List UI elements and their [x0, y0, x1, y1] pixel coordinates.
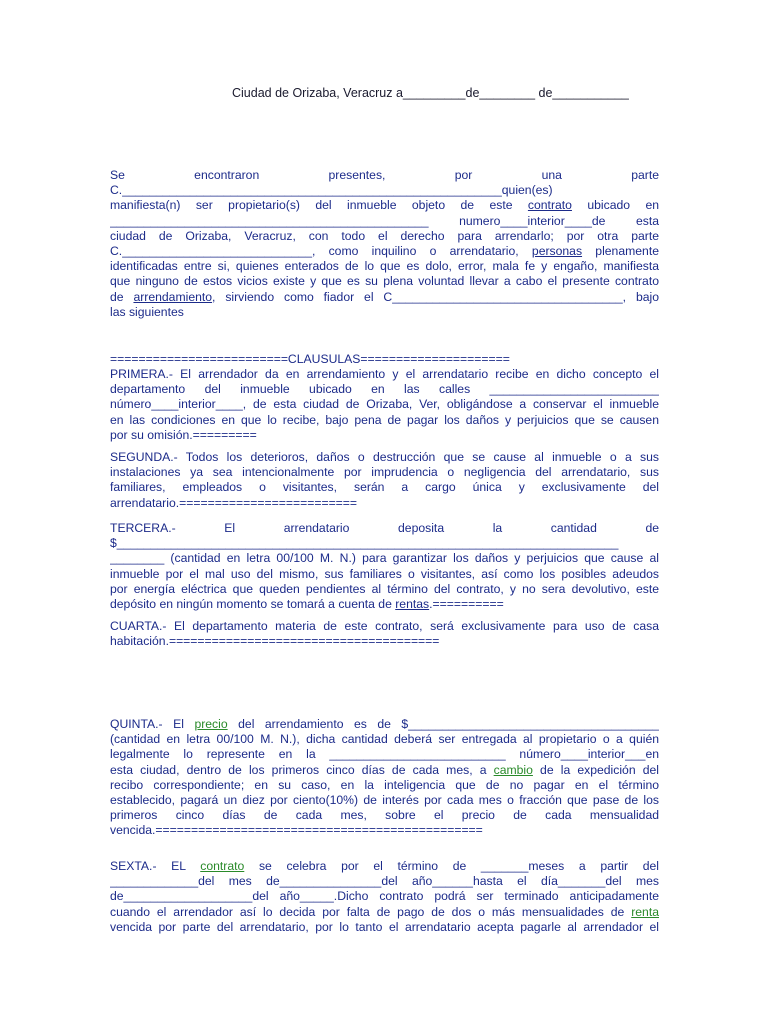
intro-line — [110, 214, 659, 229]
tercera-line — [110, 567, 659, 582]
clause-tercera — [110, 521, 659, 612]
text-run: depósito en ningún momento se tomará a cuenta de — [110, 596, 396, 611]
text-run: vencida.============================================== — [110, 823, 483, 838]
text-run: PRIMERA.- El arrendador da en arrendamiento y el arrendatario recibe en dicho concepto el — [110, 367, 659, 381]
text-run: instalaciones ya sea intencionalmente por imprudencia o negligencia del arrendatario, sus — [110, 465, 659, 480]
place-date-line: Ciudad de Orizaba, Veracruz a_________de________ de___________ — [232, 86, 629, 100]
text-run: habitación.====================================== — [110, 634, 440, 649]
text-run: (cantidad en letra 00/100 M. N.), dicha cantidad deberá ser entregada al propietario o a quién — [110, 732, 659, 747]
text-run: legalmente lo represente en la __________________________ número____interior___en — [110, 747, 659, 762]
clause-cuarta — [110, 619, 659, 649]
quinta-line — [110, 763, 659, 778]
intro-line — [110, 229, 659, 244]
text-run: .========== — [429, 596, 504, 611]
text-run: identificadas entre si, quienes enterados de lo que es dolo, error, mala fe y engaño, manifiesta — [110, 259, 659, 274]
segunda-line — [110, 465, 659, 480]
text-run: $__________________________________________________________________________ — [110, 536, 619, 551]
sexta-line — [110, 905, 659, 920]
quinta-line — [110, 747, 659, 762]
text-run: que ninguno de estos vicios existe y que es su plena voluntad llevar a cabo el presente contrato — [110, 274, 659, 289]
text-run: se celebra por el término de _______meses a partir del — [244, 859, 659, 873]
primera-line — [110, 367, 659, 382]
sexta-line — [110, 874, 659, 889]
primera-line — [110, 397, 659, 412]
quinta-line — [110, 778, 659, 793]
text-run: _____________del mes de_______________del año______hasta el día_______del mes — [110, 874, 659, 889]
text-run: de — [110, 289, 134, 304]
text-run: esta ciudad, dentro de los primeros cinco días de cada mes, a — [110, 762, 494, 777]
text-run: _______________________________________________ numero____interior____de esta — [110, 213, 659, 228]
primera-line — [110, 382, 659, 397]
cuarta-line — [110, 634, 659, 649]
segunda-line — [110, 496, 659, 511]
quinta-line — [110, 808, 659, 823]
text-run: Se encontraron presentes, por una parte — [110, 168, 659, 182]
quinta-line — [110, 732, 659, 747]
text-run: ciudad de Orizaba, Veracruz, con todo el derecho para arrendarlo; por otra parte — [110, 228, 659, 243]
sexta-line — [110, 889, 659, 904]
text-run: QUINTA.- El — [110, 717, 195, 731]
intro-line — [110, 168, 659, 183]
intro-line — [110, 198, 659, 213]
sexta-line — [110, 859, 659, 874]
text-run: inmueble por el mal uso del mismo, sus familiares o visitantes, así como los posibles adeudos — [110, 566, 659, 581]
intro-line — [110, 183, 659, 198]
tercera-line — [110, 536, 659, 551]
intro-paragraph — [110, 168, 659, 320]
text-run: del arrendamiento es de $_____________________________________ — [227, 717, 659, 731]
sexta-line — [110, 920, 659, 935]
text-run: CUARTA.- El departamento materia de este contrato, será exclusivamente para uso de casa — [110, 619, 659, 633]
intro-line — [110, 274, 659, 289]
clause-primera — [110, 367, 659, 443]
intro-line — [110, 305, 659, 320]
tercera-line — [110, 582, 659, 597]
text-run: plenamente — [582, 243, 659, 258]
text-run: C.____________________________, como inquilino o arrendatario, — [110, 243, 532, 258]
segunda-line — [110, 480, 659, 495]
tercera-line — [110, 551, 659, 566]
text-run: vencida por parte del arrendatario, por lo tanto el arrendatario acepta pagarle al arrendador el — [110, 919, 659, 934]
text-run: arrendatario.========================= — [110, 495, 358, 510]
cuarta-line — [110, 619, 659, 634]
intro-line — [110, 290, 659, 305]
clause-sexta — [110, 859, 659, 935]
clausulas-title: =========================CLAUSULAS===================== — [110, 352, 510, 366]
quinta-line — [110, 823, 659, 838]
text-run: SEGUNDA.- Todos los deterioros, daños o destrucción que se cause al inmueble o a sus — [110, 450, 659, 464]
keyword-link[interactable]: precio — [194, 717, 228, 731]
text-run: las siguientes — [110, 304, 184, 319]
text-run: departamento del inmueble ubicado en las calles _________________________ — [110, 382, 659, 397]
quinta-line — [110, 793, 659, 808]
keyword-link[interactable]: renta — [631, 904, 659, 919]
text-run: TERCERA.- El arrendatario deposita la cantidad de — [110, 521, 659, 535]
text-run: de___________________del año_____.Dicho contrato podrá ser terminado anticipadamente — [110, 889, 659, 904]
text-run: familiares, empleados o visitantes, serán a cargo única y exclusivamente del — [110, 480, 659, 495]
tercera-line — [110, 521, 659, 536]
intro-line — [110, 259, 659, 274]
text-run: ubicado en — [571, 198, 659, 213]
text-run: establecido, pagará un diez por ciento(10%) de interés por cada mes o fracción que pase de los — [110, 792, 659, 807]
clause-segunda — [110, 450, 659, 511]
text-run: C.________________________________________________________quien(es) — [110, 183, 553, 198]
text-run: manifiesta(n) ser propietario(s) del inmueble objeto de este — [110, 198, 528, 213]
text-run: SEXTA.- EL — [110, 859, 201, 873]
text-run: cuando el arrendador así lo decida por falta de pago de dos o más mensualidades de — [110, 904, 632, 919]
text-run: primeros cinco días de cada mes, sobre el precio de cada mensualidad — [110, 808, 659, 823]
segunda-line — [110, 450, 659, 465]
keyword-link[interactable]: contrato — [527, 198, 572, 213]
keyword-link[interactable]: personas — [531, 243, 583, 258]
keyword-link[interactable]: arrendamiento — [133, 289, 213, 304]
keyword-link[interactable]: contrato — [200, 859, 245, 873]
primera-line — [110, 428, 659, 443]
primera-line — [110, 413, 659, 428]
quinta-line — [110, 717, 659, 732]
keyword-link[interactable]: rentas — [395, 596, 430, 611]
text-run: en las condiciones en que lo recibe, bajo pena de pagar los daños y perjuicios que se causen — [110, 412, 659, 427]
text-run: de la expedición del — [532, 762, 659, 777]
intro-line — [110, 244, 659, 259]
text-run: recibo correspondiente; en su caso, en la inteligencia que de no pagar en el término — [110, 777, 659, 792]
text-run: número____interior____, de esta ciudad de Orizaba, Ver, obligándose a conservar el inmueble — [110, 397, 659, 412]
text-run: , sirviendo como fiador el C__________________________________, bajo — [212, 289, 659, 304]
text-run: ________ (cantidad en letra 00/100 M. N.) para garantizar los daños y perjuicios que cause al — [110, 551, 659, 566]
tercera-line — [110, 597, 659, 612]
keyword-link[interactable]: cambio — [493, 762, 533, 777]
clause-quinta — [110, 717, 659, 839]
text-run: por su omisión.========= — [110, 427, 257, 442]
text-run: por energía eléctrica que queden pendientes al término del contrato, y no sera devolutivo, este — [110, 581, 659, 596]
